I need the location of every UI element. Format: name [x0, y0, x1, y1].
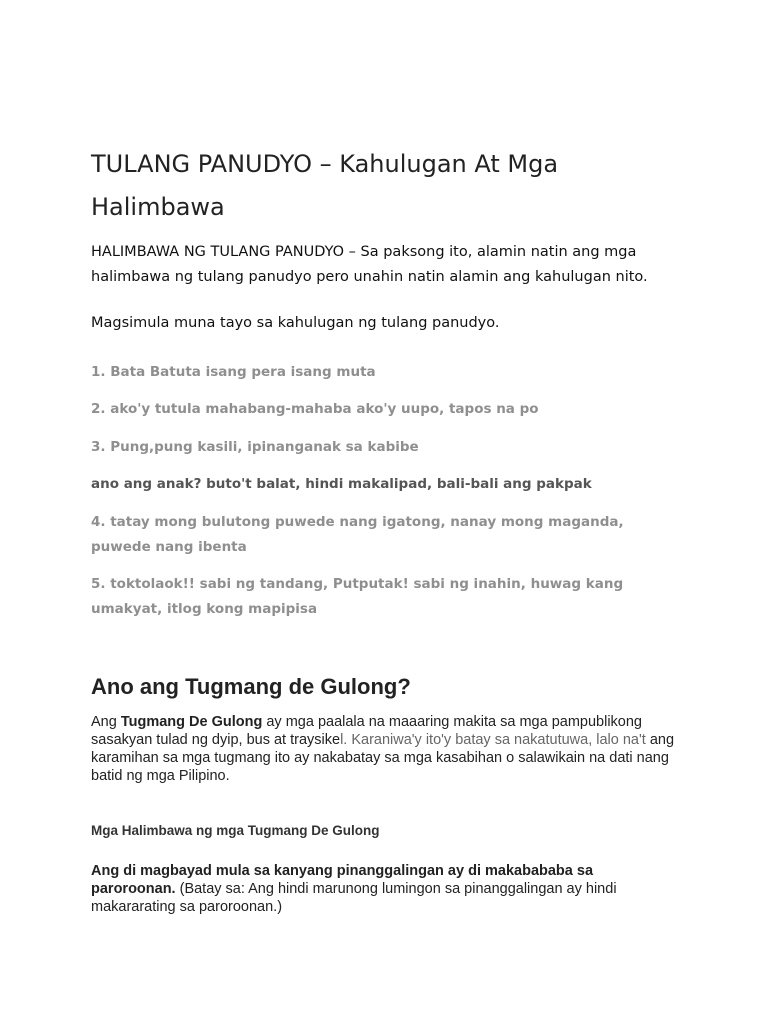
page-title: TULANG PANUDYO – Kahulugan At Mga Halimbawa	[91, 150, 559, 221]
intro-paragraph: HALIMBAWA NG TULANG PANUDYO – Sa paksong ito, alamin natin ang mga halimbawa ng tulang panudyo pero unahin natin alamin ang kahulugan nito.	[91, 244, 648, 285]
verse-5: 5. toktolaok!! sabi ng tandang, Putputak! sabi ng inahin, huwag kang umakyat, itlog kong mapipisa	[91, 576, 624, 617]
section-heading: Ano ang Tugmang de Gulong?	[91, 674, 411, 699]
example-rest: (Batay sa: Ang hindi marunong lumingon sa pinanggalingan ay hindi makararating sa paroroonan.)	[91, 881, 617, 915]
para-post: ang karamihan sa mga tugmang ito ay nakabatay sa mga kasabihan o salawikain na dati nang batid ng mga Pilipino.	[91, 732, 675, 784]
examples-subheading: Mga Halimbawa ng mga Tugmang De Gulong	[91, 823, 380, 838]
verse-3: 3. Pung,pung kasili, ipinanganak sa kabibe	[91, 439, 419, 455]
verse-3-continued: ano ang anak? buto't balat, hindi makalipad, bali-bali ang pakpak	[91, 476, 592, 492]
example-bold: Ang di magbayad mula sa kanyang pinanggalingan ay di makabababa sa paroroonan.	[91, 863, 594, 897]
start-paragraph: Magsimula muna tayo sa kahulugan ng tulang panudyo.	[91, 315, 500, 331]
section-paragraph	[91, 713, 681, 785]
para-mid: ay mga paalala na maaaring makita sa mga pampublikong sasakyan tulad ng dyip, bus at traysike	[91, 714, 642, 748]
para-pre: Ang	[91, 714, 121, 730]
example-paragraph	[91, 862, 651, 916]
verse-1: 1. Bata Batuta isang pera isang muta	[91, 364, 376, 380]
para-gray: l. Karaniwa'y ito'y batay sa nakatutuwa, lalo na't	[340, 732, 646, 748]
verse-2: 2. ako'y tutula mahabang-mahaba ako'y uupo, tapos na po	[91, 401, 539, 417]
verse-4: 4. tatay mong bulutong puwede nang igatong, nanay mong maganda, puwede nang ibenta	[91, 514, 624, 555]
para-bold: Tugmang De Gulong	[120, 714, 263, 730]
